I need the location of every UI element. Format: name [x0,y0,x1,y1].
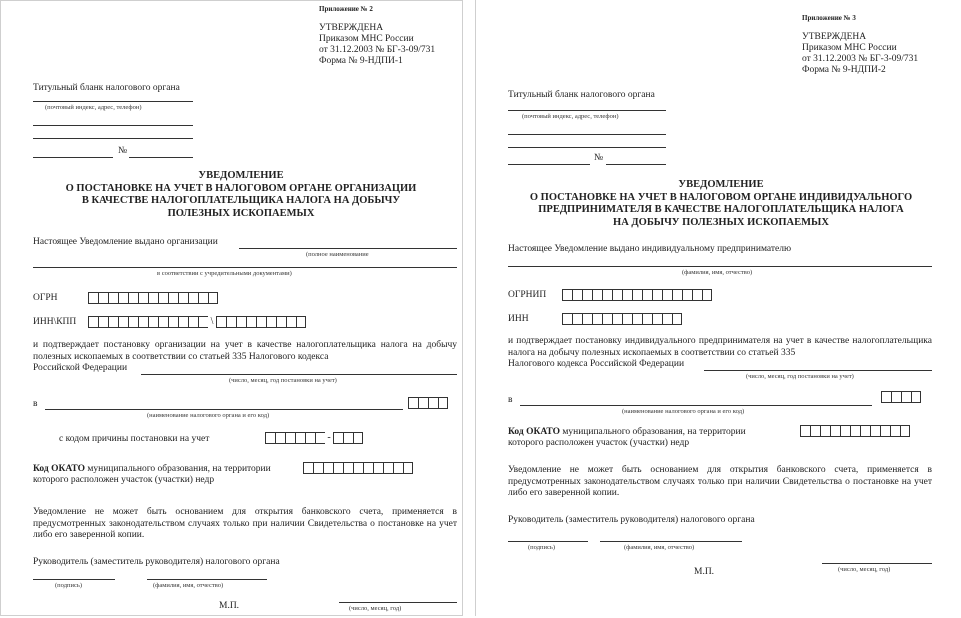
okato-rest: муниципального образования, на территории [559,427,746,437]
ogrn-label: ОГРН [33,293,58,303]
blank-line-2 [33,138,193,139]
reason-code-label: с кодом причины постановки на учет [59,434,210,444]
title-line-2: О ПОСТАНОВКЕ НА УЧЕТ В НАЛОГОВОМ ОРГАНЕ ИНДИВИДУАЛЬНОГО [529,191,913,203]
okato-label [508,427,746,438]
title-line-3: ПРЕДПРИНИМАТЕЛЯ В КАЧЕСТВЕ НАЛОГОПЛАТЕЛЬЩИКА НАЛОГА [538,204,904,215]
title-line-1: УВЕДОМЛЕНИЕ [198,170,284,181]
approved-line-2: Приказом МНС России [802,43,897,53]
full-name-hint: (полное наименование [306,251,369,258]
fio-line [600,541,742,542]
issued-to-label: Настоящее Уведомление выдано индивидуальному предпринимателю [508,244,792,254]
signature-line [508,541,588,542]
approved-line-1: УТВЕРЖДЕНА [802,32,867,42]
title-line-4: НА ДОБЫЧУ ПОЛЕЗНЫХ ИСКОПАЕМЫХ [613,216,829,228]
stamp-place: М.П. [219,601,240,611]
address-hint: (почтовый индекс, адрес, телефон) [45,104,142,111]
number-sign: № [118,146,128,156]
stamp-place: М.П. [694,567,715,577]
approved-line-3: от 31.12.2003 № БГ-3-09/731 [802,54,919,64]
docs-hint: в соответствии с учредительными документами) [157,270,292,277]
title-line-2: О ПОСТАНОВКЕ НА УЧЕТ В НАЛОГОВОМ ОРГАНЕ ОРГАНИЗАЦИИ [65,182,417,194]
head-label: Руководитель (заместитель руководителя) налогового органа [508,515,755,525]
title-line-3: В КАЧЕСТВЕ НАЛОГОПЛАТЕЛЬЩИКА НАЛОГА НА ДОБЫЧУ [81,195,401,206]
number-line [606,164,666,165]
fio-hint: (фамилия, имя, отчество) [682,269,753,276]
nk-rf-label: Налогового кодекса Российской Федерации [508,359,685,369]
document-title [41,170,441,220]
v-label: в [33,399,38,409]
head-label: Руководитель (заместитель руководителя) налогового органа [33,557,280,567]
reg-date-hint: (число, месяц, год постановки на учет) [746,373,854,380]
approved-line-4: Форма № 9-НДПИ-2 [802,65,886,75]
inn-label: ИНН [508,314,529,324]
reg-date-line [704,370,932,371]
number-sign: № [594,153,604,163]
inn-kpp-cells[interactable]: \ [88,316,306,328]
blank-line-1 [33,125,193,126]
tax-org-code-cells[interactable] [408,397,448,409]
date-sign-line [339,602,457,603]
inn-kpp-label: ИНН\КПП [33,317,77,327]
kpp-cells[interactable]: - [265,432,363,444]
form-page-9-ndpi-1 [0,0,463,616]
blank-line-1 [508,134,666,135]
okato-line-2: которого расположен участок (участки) недр [33,475,215,485]
signature-line [33,579,115,580]
confirm-paragraph: и подтверждает постановку индивидуального предпринимателя на учет в качестве налогоплательщика налога на добычу полезных ископаемых в соответствии со статьей 335 [508,336,932,358]
date-line [33,157,113,158]
tax-org-line [520,405,872,406]
inn-cells[interactable] [562,313,682,325]
fio-line [147,579,267,580]
reg-date-hint: (число, месяц, год постановки на учет) [229,377,337,384]
rf-label: Российской Федерации [33,363,128,373]
address-hint: (почтовый индекс, адрес, телефон) [522,113,619,120]
okato-cells[interactable] [303,462,413,474]
reg-date-line [141,374,457,375]
ogrn-cells[interactable] [88,292,218,304]
okato-rest: муниципального образования, на территории [84,464,271,474]
tax-org-line [45,409,403,410]
fio-hint-bottom: (фамилия, имя, отчество) [624,544,695,551]
issued-to-label: Настоящее Уведомление выдано организации [33,237,218,247]
okato-cells[interactable] [800,425,910,437]
title-line-4: ПОЛЕЗНЫХ ИСКОПАЕМЫХ [167,207,315,219]
ogrnip-label: ОГРНИП [508,290,547,300]
ogrnip-cells[interactable] [562,289,712,301]
okato-bold: Код ОКАТО [33,464,85,474]
okato-label [33,464,271,475]
approved-line-1: УТВЕРЖДЕНА [319,23,384,33]
okato-line-2: которого расположен участок (участки) недр [508,438,690,448]
form-page-9-ndpi-2 [475,0,961,616]
tax-org-hint: (наименование налогового органа и его код) [147,412,270,419]
address-line [33,101,193,102]
confirm-paragraph: и подтверждает постановку организации на учет в качестве налогоплательщика налога на добычу полезных ископаемых в соответствии со статьей 335 Налогового кодекса [33,340,457,362]
date-sign-line [822,563,932,564]
number-line [129,157,193,158]
org-name-line-2 [33,267,457,268]
fio-hint: (фамилия, имя, отчество) [153,582,224,589]
sign-hint: (подпись) [55,582,82,589]
v-label: в [508,395,513,405]
notice-paragraph: Уведомление не может быть основанием для открытия банковского счета, применяется в предусмотренных законодательством случаях только при наличии Свидетельства о постановке на учет либо его заверенной копии. [508,465,932,498]
sign-hint: (подпись) [528,544,555,551]
date-sign-hint: (число, месяц, год) [838,566,891,573]
date-line [508,164,590,165]
blank-line-2 [508,147,666,148]
tax-org-hint: (наименование налогового органа и его код) [622,408,745,415]
appendix-label: Приложение № 3 [802,14,856,22]
approved-line-4: Форма № 9-НДПИ-1 [319,56,403,66]
tax-org-code-cells[interactable] [881,391,921,403]
address-line [508,110,666,111]
appendix-label: Приложение № 2 [319,5,373,13]
approved-line-3: от 31.12.2003 № БГ-3-09/731 [319,45,436,55]
title-line-1: УВЕДОМЛЕНИЕ [678,179,764,190]
document-title [506,179,936,229]
approved-line-2: Приказом МНС России [319,34,414,44]
notice-paragraph: Уведомление не может быть основанием для открытия банковского счета, применяется в предусмотренных законодательством случаях только при наличии Свидетельства о постановке на учет либо его заверенной копии. [33,507,457,540]
fio-line-top [508,266,932,267]
date-sign-hint: (число, месяц, год) [349,605,402,612]
org-name-line [239,248,457,249]
blank-label: Титульный бланк налогового органа [33,83,180,93]
blank-label: Титульный бланк налогового органа [508,90,655,100]
okato-bold: Код ОКАТО [508,427,560,437]
